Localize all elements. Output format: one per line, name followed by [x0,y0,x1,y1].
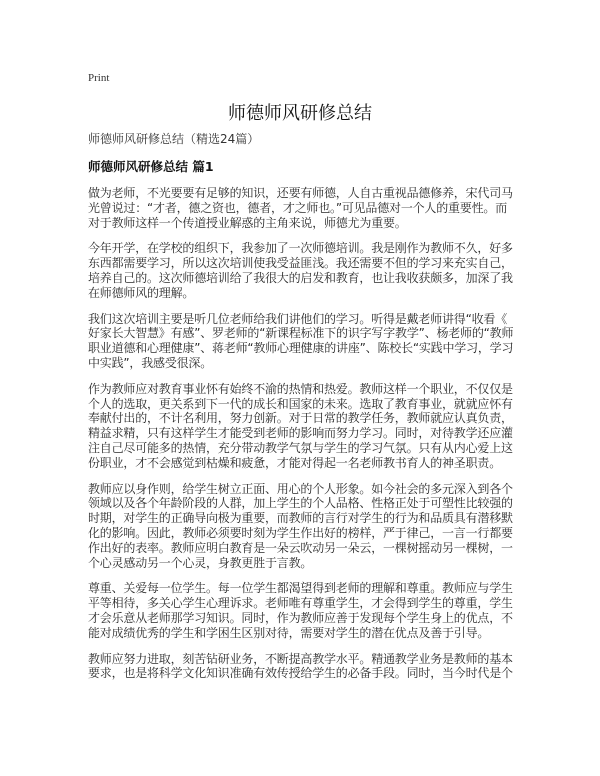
paragraph-line: 时期，对学生的正确导向极为重要，而教师的言行对学生的行为和品质具有潜移默 [88,511,513,526]
paragraph-line: 作为教师应对教育事业怀有始终不渝的热情和热爱。教师这样一个职业，不仅仅是 [88,381,513,396]
paragraph [88,241,518,300]
paragraph [88,482,518,571]
document-title: 师德师风研修总结 [228,103,372,124]
paragraph [88,312,518,371]
paragraph-line: 中实践”，我感受很深。 [88,355,213,370]
section-heading: 师德师风研修总结 篇1 [88,159,214,174]
paragraph-line: 在师德师风的理解。 [88,285,195,300]
paragraph-line: 尊重、关爱每一位学生。每一位学生都渴望得到老师的理解和尊重。教师应与学生 [88,581,513,596]
paragraph-line: 教师应以身作则，给学生树立正面、用心的个人形象。如今社会的多元深入到各个 [88,481,513,496]
document-body [88,186,518,692]
paragraph-line: 教师应努力进取，刻苦钻研业务，不断提高教学水平。精通教学业务是教师的基本 [88,651,513,666]
paragraph-line: 注自己尽可能多的热情，充分带动教学气氛与学生的学习气氛。只有从内心爱上这 [88,440,513,455]
paragraph-line: 奉献付出的，不计名利用，努力创新。对于日常的教学任务，教师就应认真负责， [88,411,513,426]
paragraph-line: 对于教师这样一个传道授业解惑的主角来说，师德尤为重要。 [88,215,407,230]
paragraph-line: 培养自己的。这次师德培训给了我很大的启发和教育，也让我收获颇多，加深了我 [88,270,513,285]
paragraph-line: 要求，也是将科学文化知识准确有效传授给学生的必备手段。同时，当今时代是个 [88,666,513,681]
paragraph [88,186,518,230]
paragraph-line: 平等相待，多关心学生心理诉求。老师唯有尊重学生，才会得到学生的尊重，学生 [88,596,513,611]
paragraph-line: 我们这次培训主要是听几位老师给我们讲他们的学习。听得是戴老师讲得“收看《 [88,311,508,326]
paragraph-line: 作出好的表率。教师应明白教育是一朵云吹动另一朵云，一棵树摇动另一棵树，一 [88,540,513,555]
paragraph-line: 精益求精，只有这样学生才能受到老师的影响而努力学习。同时，对待教学还应灌 [88,426,513,441]
paragraph [88,581,518,640]
paragraph [88,652,518,682]
paragraph-line: 化的影响。因此，教师必须要时刻为学生作出好的榜样，严于律己，一言一行都要 [88,525,513,540]
print-link[interactable]: Print [88,72,110,84]
paragraph-line: 今年开学，在学校的组织下，我参加了一次师德培训。我是刚作为教师不久，好多 [88,241,513,256]
paragraph-line: 领域以及各个年龄阶段的人群，加上学生的个人品格、性格正处于可塑性比较强的 [88,496,513,511]
document-subtitle: 师德师风研修总结（精选24篇） [88,132,260,146]
paragraph-line: 光曾说过：“才者，德之资也，德者，才之师也。”可见品德对一个人的重要性。而 [88,200,508,215]
paragraph-line: 个心灵感动另一个心灵，身教更胜于言教。 [88,555,313,570]
paragraph-line: 份职业，才不会感觉到枯燥和疲惫，才能对得起一名老师教书育人的神圣职责。 [88,455,502,470]
paragraph-line: 东西都需要学习，所以这次培训使我受益匪浅。我还需要不但的学习来充实自己， [88,256,513,271]
paragraph-line: 好家长大智慧》有感”、罗老师的“新课程标准下的识字写字教学”、杨老师的“教师 [88,326,514,341]
paragraph-line: 职业道德和心理健康”、蒋老师“教师心理健康的讲座”、陈校长“实践中学习，学习 [88,341,514,356]
paragraph [88,382,518,471]
paragraph-line: 个人的选取，更关系到下一代的成长和国家的未来。选取了教育事业，就就应怀有 [88,396,513,411]
paragraph-line: 做为老师，不光要要有足够的知识，还要有师德，人自古重视品德修养，宋代司马 [88,186,513,200]
paragraph-line: 才会乐意从老师那学习知识。同时，作为教师应善于发现每个学生身上的优点，不 [88,610,513,625]
paragraph-line: 能对成绩优秀的学生和学困生区别对待，需要对学生的潜在优点及善于引导。 [88,625,490,640]
